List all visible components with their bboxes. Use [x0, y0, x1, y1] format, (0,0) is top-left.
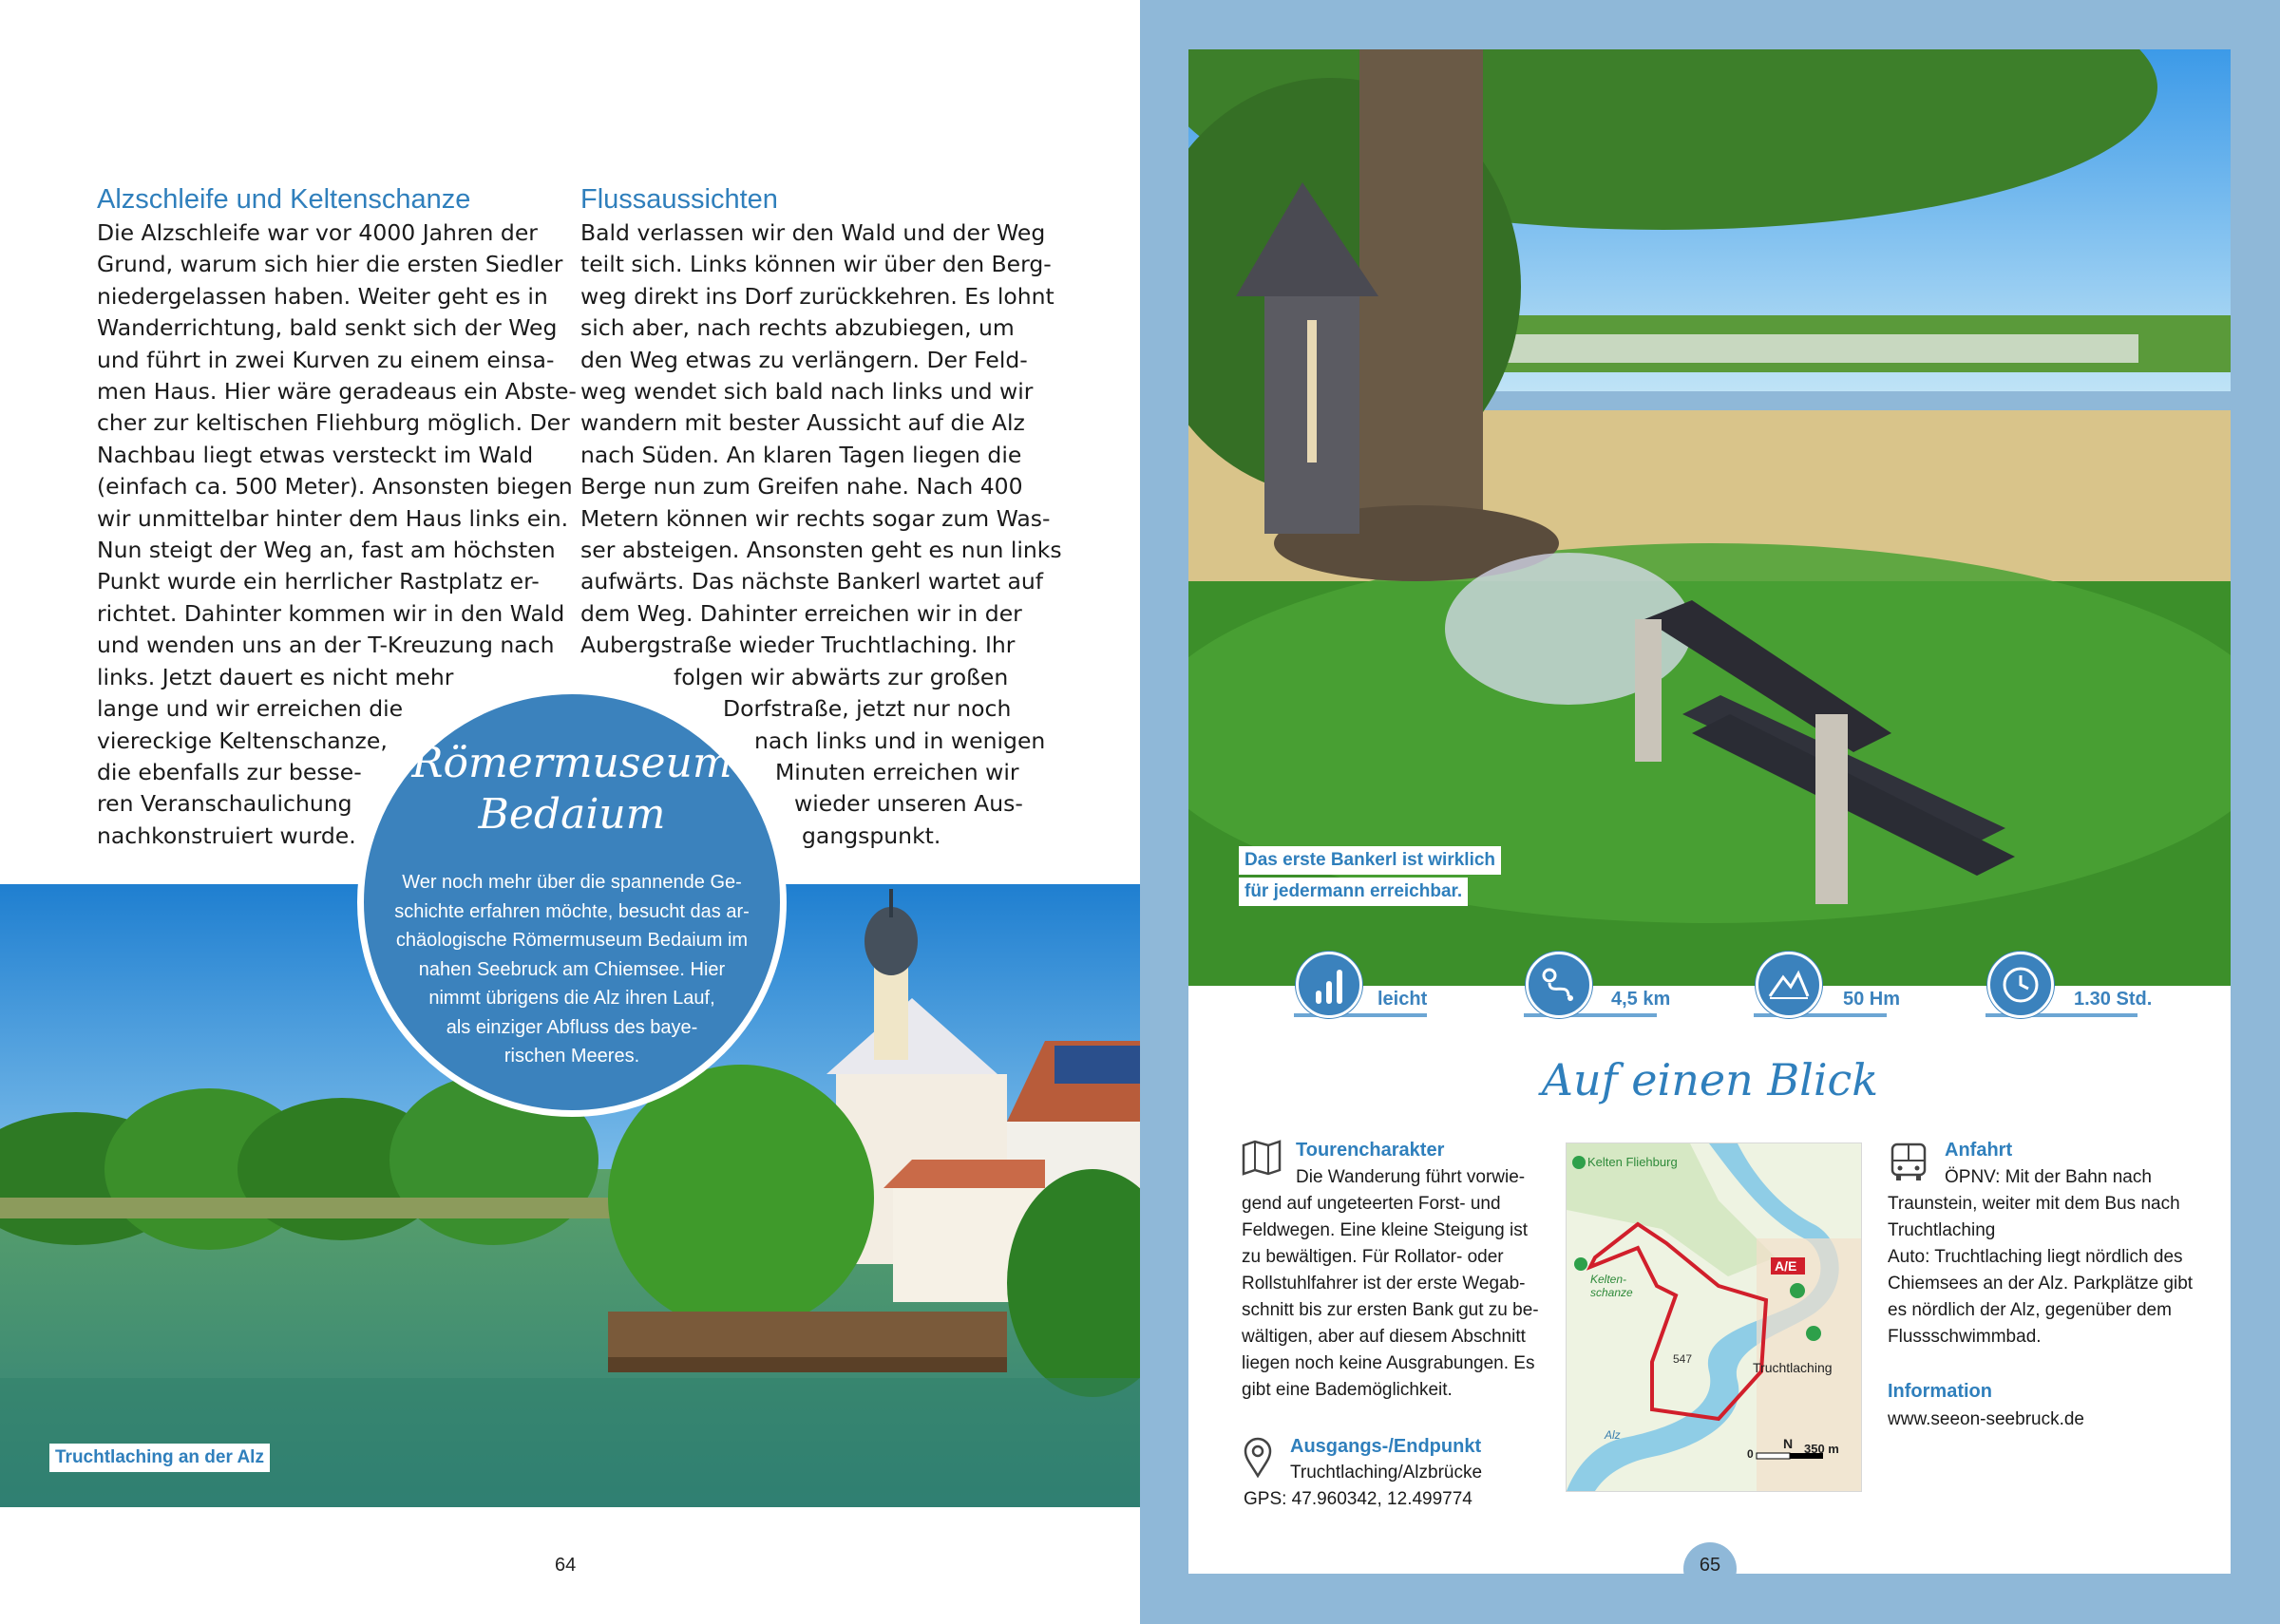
photo-caption-bench-1: Das erste Bankerl ist wirklich	[1239, 846, 1501, 875]
map-label-fliehburg: Kelten Fliehburg	[1587, 1155, 1678, 1169]
section-line: Wanderrichtung, bald senkt sich der Weg	[97, 314, 558, 342]
title-anfahrt: Anfahrt	[1945, 1140, 2013, 1161]
section-line: und wenden uns an der T-Kreuzung nach	[97, 632, 555, 659]
section-line: Grund, warum sich hier die ersten Siedler	[97, 251, 563, 278]
section-line: ren Veranschaulichung	[97, 790, 352, 818]
location-pin-icon	[1242, 1436, 1274, 1482]
section-line: den Weg etwas zu verlängern. Der Feld-	[580, 346, 1028, 373]
circle-line: nimmt übrigens die Alz ihren Lauf,	[428, 988, 715, 1009]
page-number-left: 64	[555, 1555, 577, 1576]
anfahrt-line: Traunstein, weiter mit dem Bus nach	[1888, 1194, 2180, 1214]
info-circle-roemermuseum	[357, 688, 787, 1117]
circle-title-line1: Römermuseum	[411, 739, 732, 787]
tour-line: Rollstuhlfahrer ist der erste Wegab-	[1242, 1274, 1526, 1294]
tour-line: gend auf ungeteerten Forst- und	[1242, 1194, 1501, 1214]
section-line: Aubergstraße wieder Truchtlaching. Ihr	[580, 632, 1016, 659]
section-line: viereckige Keltenschanze,	[97, 727, 388, 754]
stat-label-duration: 1.30 Std.	[2074, 989, 2153, 1010]
section-line: Bald verlassen wir den Wald und der Weg	[580, 219, 1046, 246]
section-line: Metern können wir rechts sogar zum Was-	[580, 504, 1051, 532]
section-line: wir unmittelbar hinter dem Haus links ein.	[97, 504, 569, 532]
section-line: (einfach ca. 500 Meter). Ansonsten biegen	[97, 473, 573, 500]
section-line: dem Weg. Dahinter erreichen wir in der	[580, 599, 1022, 627]
map-label-ae: A/E	[1775, 1258, 1797, 1274]
anfahrt-line: Flussschwimmbad.	[1888, 1327, 2042, 1347]
map-label-alz: Alz	[1605, 1428, 1621, 1442]
stat-label-distance: 4,5 km	[1611, 989, 1671, 1010]
map-label-scale: 350 m	[1804, 1442, 1839, 1456]
section-line: Minuten erreichen wir	[775, 758, 1019, 785]
route-icon-glyph	[1529, 954, 1589, 1015]
section-line: lange und wir erreichen die	[97, 695, 404, 723]
location-pin-icon-glyph	[1242, 1436, 1274, 1478]
section-line: und führt in zwei Kurven zu einem einsa-	[97, 346, 555, 373]
photo-caption-bench-2: für jedermann erreichbar.	[1239, 878, 1468, 906]
route-icon	[1526, 952, 1592, 1018]
section-line: ser absteigen. Ansonsten geht es nun links	[580, 537, 1062, 564]
difficulty-icon	[1296, 952, 1362, 1018]
section-line: niedergelassen haben. Weiter geht es in	[97, 282, 548, 310]
tour-line: zu bewältigen. Für Rollator- oder	[1242, 1247, 1504, 1267]
section-line: Dorfstraße, jetzt nur noch	[723, 695, 1012, 723]
anfahrt-line: Auto: Truchtlaching liegt nördlich des	[1888, 1247, 2183, 1267]
anfahrt-line: ÖPNV: Mit der Bahn nach	[1945, 1167, 2152, 1187]
text-anfahrt	[1888, 1164, 2193, 1350]
map-label-scale-zero: 0	[1747, 1447, 1754, 1461]
route-map	[1566, 1142, 1862, 1492]
section-line: wandern mit bester Aussicht auf die Alz	[580, 409, 1025, 437]
mountain-icon-glyph	[1758, 954, 1819, 1015]
text-ausgangspunkt-gps: GPS: 47.960342, 12.499774	[1244, 1489, 1472, 1509]
section-line: wieder unseren Aus-	[794, 790, 1023, 818]
section-line: Nachbau liegt etwas versteckt im Wald	[97, 441, 534, 468]
mountain-icon	[1756, 952, 1822, 1018]
section-line: folgen wir abwärts zur großen	[674, 663, 1009, 690]
section-line: weg wendet sich bald nach links und wir	[580, 378, 1034, 406]
title-information: Information	[1888, 1381, 1992, 1402]
section-line: gangspunkt.	[802, 821, 941, 849]
section-line: aufwärts. Das nächste Bankerl wartet auf	[580, 568, 1044, 595]
map-label-schanze1: Kelten-	[1590, 1273, 1627, 1286]
tour-line: Die Wanderung führt vorwie-	[1296, 1167, 1526, 1187]
circle-line: rischen Meeres.	[504, 1046, 640, 1067]
link-information-url[interactable]: www.seeon-seebruck.de	[1888, 1409, 2084, 1429]
circle-line: nahen Seebruck am Chiemsee. Hier	[418, 958, 726, 980]
stat-label-elevation: 50 Hm	[1843, 989, 1901, 1010]
section-line: die ebenfalls zur besse-	[97, 758, 362, 785]
section-line: Nun steigt der Weg an, fast am höchsten	[97, 537, 556, 564]
tour-line: schnitt bis zur ersten Bank gut zu be-	[1242, 1300, 1539, 1320]
section-line: Punkt wurde ein herrlicher Rastplatz er-	[97, 568, 540, 595]
section-line: links. Jetzt dauert es nicht mehr	[97, 663, 454, 690]
map-label-north: N	[1783, 1436, 1794, 1451]
section-line: Die Alzschleife war vor 4000 Jahren der	[97, 219, 538, 246]
tour-line: liegen noch keine Ausgrabungen. Es	[1242, 1353, 1535, 1373]
section-line: nachkonstruiert wurde.	[97, 821, 356, 849]
tour-line: Feldwegen. Eine kleine Steigung ist	[1242, 1220, 1529, 1240]
section-line: richtet. Dahinter kommen wir in den Wald	[97, 599, 565, 627]
clock-icon	[1987, 952, 2054, 1018]
text-ausgangspunkt-place: Truchtlaching/Alzbrücke	[1290, 1463, 1483, 1482]
right-page	[1140, 0, 2280, 1624]
photo-caption-truchtlaching: Truchtlaching an der Alz	[49, 1444, 270, 1472]
tour-line: wältigen, aber auf diesem Abschnitt	[1242, 1327, 1526, 1347]
page-number-right: 65	[1699, 1555, 1721, 1576]
circle-line: schichte erfahren möchte, besucht das ar-	[394, 900, 750, 922]
anfahrt-line: Truchtlaching	[1888, 1220, 1996, 1240]
stat-label-difficulty: leicht	[1378, 989, 1428, 1010]
section-line: nach links und in wenigen	[754, 727, 1046, 754]
title-tourencharakter: Tourencharakter	[1296, 1140, 1445, 1161]
clock-icon-glyph	[1990, 954, 2051, 1015]
section-line: men Haus. Hier wäre geradeaus ein Abste-	[97, 378, 577, 406]
map-label-schanze2: schanze	[1590, 1286, 1633, 1299]
circle-line: chäologische Römermuseum Bedaium im	[395, 930, 749, 951]
circle-line: als einziger Abfluss des baye-	[446, 1016, 698, 1038]
section-title-flussaussichten: Flussaussichten	[580, 184, 778, 215]
tour-line: gibt eine Bademöglichkeit.	[1242, 1380, 1453, 1400]
section-line: nach Süden. An klaren Tagen liegen die	[580, 441, 1022, 468]
text-tourencharakter	[1242, 1164, 1539, 1404]
section-line: Berge nun zum Greifen nahe. Nach 400	[580, 473, 1023, 500]
heading-auf-einen-blick: Auf einen Blick	[1541, 1054, 1879, 1105]
anfahrt-line: Chiemsees an der Alz. Parkplätze gibt	[1888, 1274, 2194, 1294]
map-label-town: Truchtlaching	[1753, 1360, 1833, 1375]
circle-text	[364, 868, 780, 1071]
section-line: sich aber, nach rechts abzubiegen, um	[580, 314, 1015, 342]
difficulty-icon-glyph	[1299, 954, 1359, 1015]
circle-line: Wer noch mehr über die spannende Ge-	[402, 872, 742, 893]
map-label-547: 547	[1673, 1352, 1693, 1366]
section-line: cher zur keltischen Fliehburg möglich. Der	[97, 409, 570, 437]
circle-title-line2: Bedaium	[478, 790, 666, 839]
section-title-alzschleife: Alzschleife und Keltenschanze	[97, 184, 471, 215]
anfahrt-line: es nördlich der Alz, gegenüber dem	[1888, 1300, 2172, 1320]
section-line: weg direkt ins Dorf zurückkehren. Es lohnt	[580, 282, 1054, 310]
section-line: teilt sich. Links können wir über den Berg-	[580, 251, 1052, 278]
title-ausgangspunkt: Ausgangs-/Endpunkt	[1290, 1436, 1482, 1457]
